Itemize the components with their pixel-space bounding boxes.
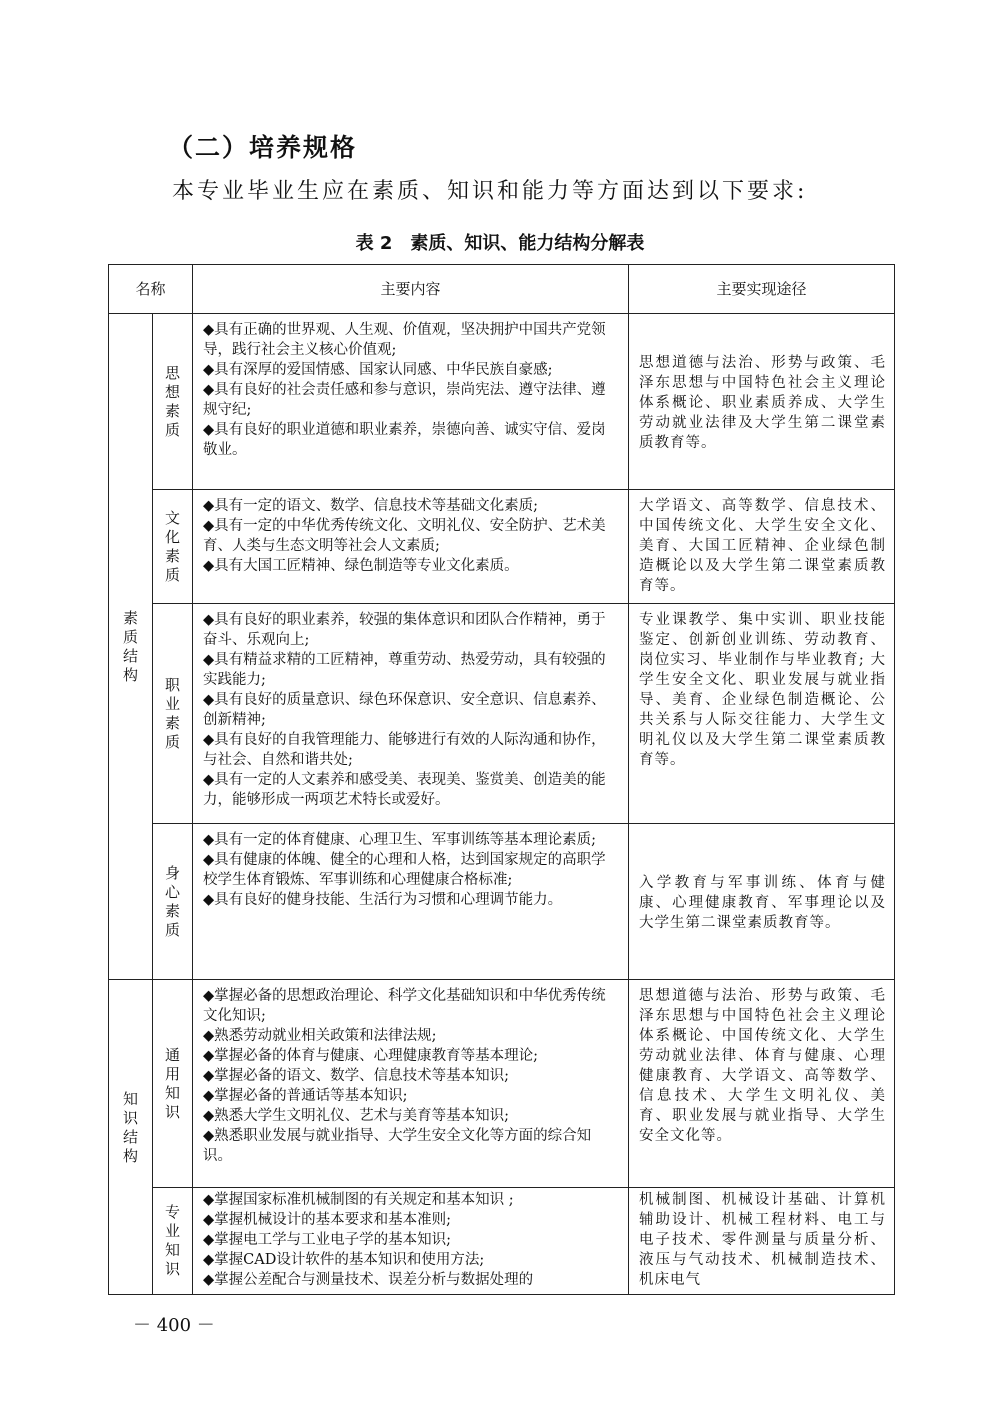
content-item: ◆具有一定的中华优秀传统文化、文明礼仪、安全防护、艺术美育、人类与生态文明等社会人文素质; xyxy=(203,518,606,554)
content-item: ◆掌握公差配合与测量技术、误差分析与数据处理的 xyxy=(203,1272,534,1288)
page-number: － 400 － xyxy=(133,1315,215,1336)
table-row xyxy=(109,980,895,1188)
table-row xyxy=(109,314,895,490)
content-cell xyxy=(193,604,629,824)
intro-paragraph: 本专业毕业生应在素质、知识和能力等方面达到以下要求: xyxy=(172,179,808,204)
sub-label: 专业知识 xyxy=(153,1188,193,1295)
content-item: ◆具有一定的语文、数学、信息技术等基础文化素质; xyxy=(203,498,539,514)
content-item: ◆具有一定的体育健康、心理卫生、军事训练等基本理论素质; xyxy=(203,832,597,848)
sub-label: 文化素质 xyxy=(153,490,193,604)
path-cell: 大学语文、高等数学、信息技术、中国传统文化、大学生安全文化、美育、大国工匠精神、企业绿色制造概论以及大学生第二课堂素质教育等。 xyxy=(629,490,895,604)
path-cell: 专业课教学、集中实训、职业技能鉴定、创新创业训练、劳动教育、岗位实习、毕业制作与毕业教育; 大学生安全文化、职业发展与就业指导、美育、企业绿色制造概论、公共关系与人际交往能力、大学生文明礼仪以及大学生第二课堂素质教育等。 xyxy=(629,604,895,824)
content-item: ◆具有良好的社会责任感和参与意识，崇尚宪法、遵守法律、遵规守纪; xyxy=(203,382,606,418)
content-item: ◆熟悉大学生文明礼仪、艺术与美育等基本知识; xyxy=(203,1108,510,1124)
content-cell xyxy=(193,980,629,1188)
content-item: ◆具有大国工匠精神、绿色制造等专业文化素质。 xyxy=(203,558,519,574)
header-name: 名称 xyxy=(109,265,193,314)
content-cell xyxy=(193,314,629,490)
path-cell: 思想道德与法治、形势与政策、毛泽东思想与中国特色社会主义理论体系概论、职业素质养成、大学生劳动就业法律及大学生第二课堂素质教育等。 xyxy=(629,314,895,490)
sub-label: 思想素质 xyxy=(153,314,193,490)
sub-label: 通用知识 xyxy=(153,980,193,1188)
content-item: ◆掌握必备的语文、数学、信息技术等基本知识; xyxy=(203,1068,510,1084)
path-cell: 入学教育与军事训练、体育与健康、心理健康教育、军事理论以及大学生第二课堂素质教育等。 xyxy=(629,824,895,980)
table-row xyxy=(109,490,895,604)
content-item: ◆掌握国家标准机械制图的有关规定和基本知识 ; xyxy=(203,1192,514,1208)
structure-table xyxy=(108,264,895,1295)
content-item: ◆掌握必备的体育与健康、心理健康教育等基本理论; xyxy=(203,1048,539,1064)
group-label-knowledge: 知识结构 xyxy=(109,980,153,1295)
content-item: ◆具有精益求精的工匠精神，尊重劳动、热爱劳动，具有较强的实践能力; xyxy=(203,652,606,688)
content-item: ◆掌握CAD设计软件的基本知识和使用方法; xyxy=(203,1252,485,1268)
group-label-quality: 素质结构 xyxy=(109,314,153,980)
content-cell xyxy=(193,490,629,604)
section-heading: （二）培养规格 xyxy=(168,133,358,162)
content-item: ◆具有良好的职业道德和职业素养，崇德向善、诚实守信、爱岗敬业。 xyxy=(203,422,606,458)
content-cell xyxy=(193,1188,629,1295)
path-cell: 机械制图、机械设计基础、计算机辅助设计、机械工程材料、电工与电子技术、零件测量与质量分析、液压与气动技术、机械制造技术、机床电气 xyxy=(629,1188,895,1295)
sub-label: 身心素质 xyxy=(153,824,193,980)
content-item: ◆具有良好的自我管理能力、能够进行有效的人际沟通和协作，与社会、自然和谐共处; xyxy=(203,732,606,768)
content-item: ◆具有健康的体魄、健全的心理和人格，达到国家规定的高职学校学生体育锻炼、军事训练和心理健康合格标准; xyxy=(203,852,606,888)
content-item: ◆掌握必备的普通话等基本知识; xyxy=(203,1088,408,1104)
content-item: ◆熟悉职业发展与就业指导、大学生安全文化等方面的综合知识。 xyxy=(203,1128,592,1164)
content-item: ◆具有良好的职业素养，较强的集体意识和团队合作精神，勇于奋斗、乐观向上; xyxy=(203,612,606,648)
path-cell: 思想道德与法治、形势与政策、毛泽东思想与中国特色社会主义理论体系概论、中国传统文化、大学生劳动就业法律、体育与健康、心理健康教育、大学语文、高等数学、信息技术、大学生文明礼仪、美育、职业发展与就业指导、大学生安全文化等。 xyxy=(629,980,895,1188)
content-item: ◆掌握机械设计的基本要求和基本准则; xyxy=(203,1212,452,1228)
header-content: 主要内容 xyxy=(193,265,629,314)
content-item: ◆具有良好的健身技能、生活行为习惯和心理调节能力。 xyxy=(203,892,563,908)
content-item: ◆具有一定的人文素养和感受美、表现美、鉴赏美、创造美的能力，能够形成一两项艺术特长或爱好。 xyxy=(203,772,606,808)
content-item: ◆具有正确的世界观、人生观、价值观，坚决拥护中国共产党领导，践行社会主义核心价值观; xyxy=(203,322,606,358)
content-item: ◆掌握电工学与工业电子学的基本知识; xyxy=(203,1232,452,1248)
content-item: ◆具有深厚的爱国情感、国家认同感、中华民族自豪感; xyxy=(203,362,553,378)
table-row xyxy=(109,1188,895,1295)
sub-label: 职业素质 xyxy=(153,604,193,824)
content-cell xyxy=(193,824,629,980)
table-header-row xyxy=(109,265,895,314)
content-item: ◆掌握必备的思想政治理论、科学文化基础知识和中华优秀传统文化知识; xyxy=(203,988,606,1024)
table-row xyxy=(109,824,895,980)
header-path: 主要实现途径 xyxy=(629,265,895,314)
table-row xyxy=(109,604,895,824)
table-caption: 表 2 素质、知识、能力结构分解表 xyxy=(355,233,645,254)
content-item: ◆熟悉劳动就业相关政策和法律法规; xyxy=(203,1028,437,1044)
content-item: ◆具有良好的质量意识、绿色环保意识、安全意识、信息素养、创新精神; xyxy=(203,692,606,728)
